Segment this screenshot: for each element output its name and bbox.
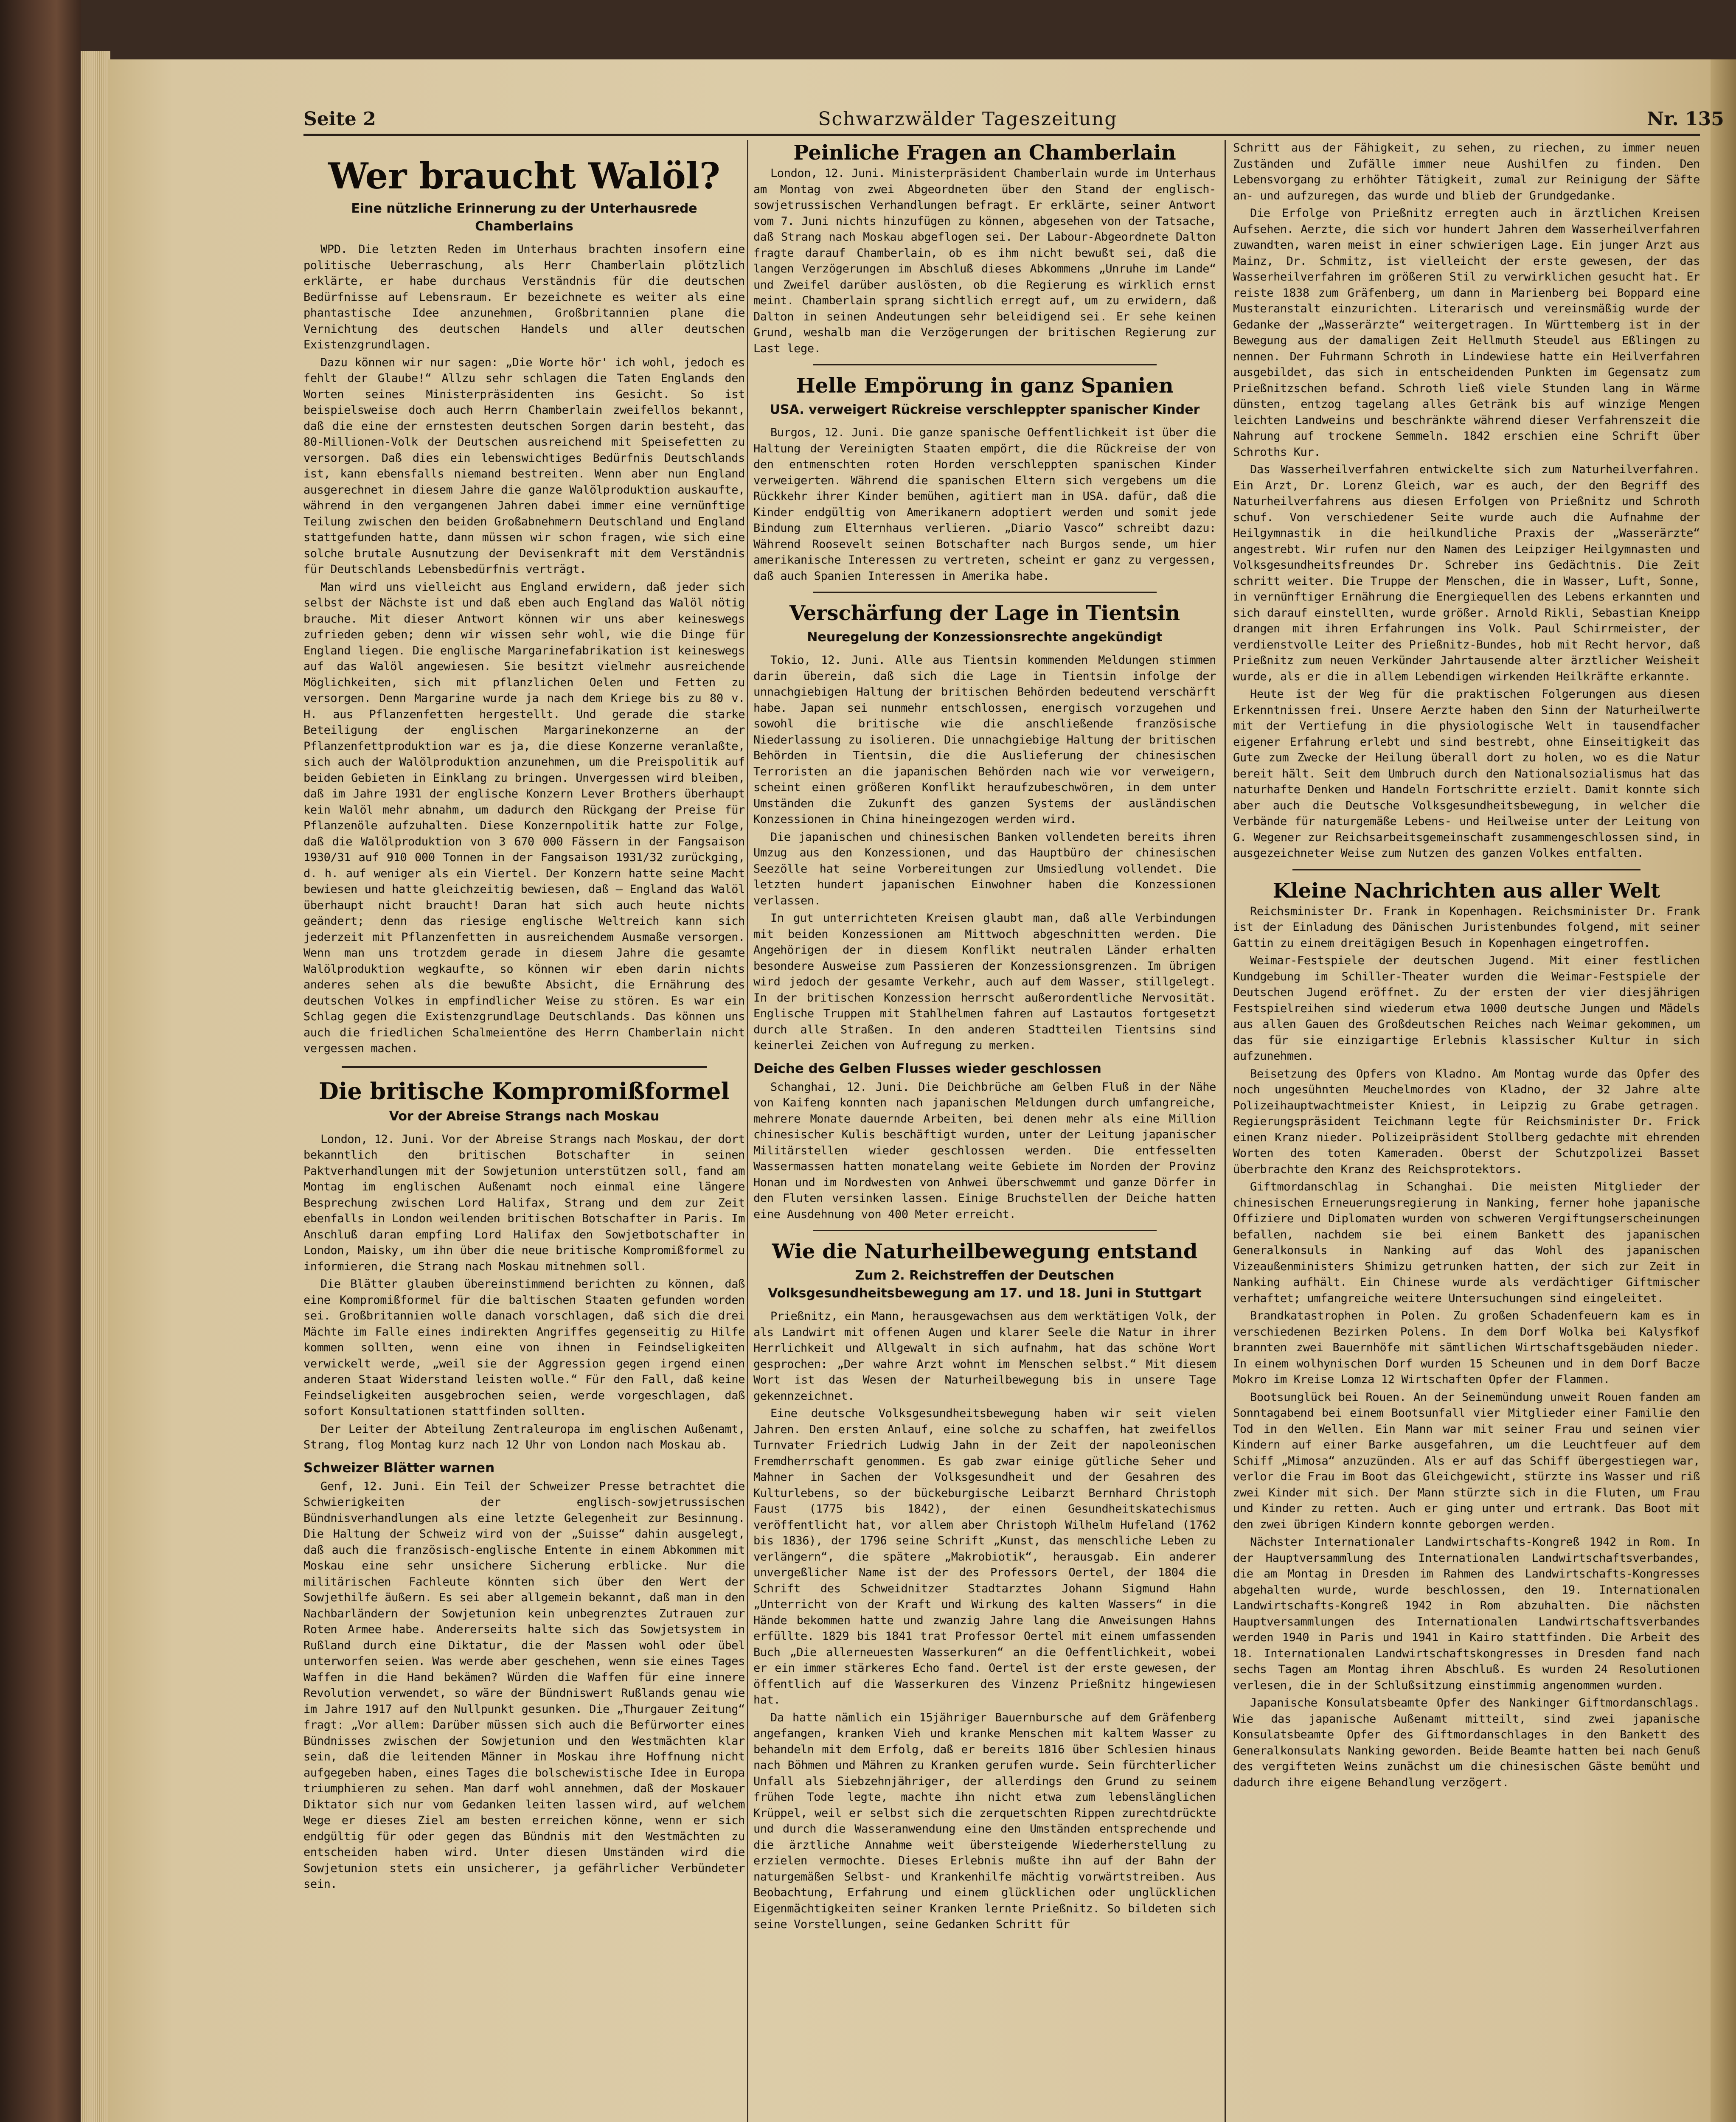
article-paragraph: In gut unterrichteten Kreisen glaubt man, daß alle Verbindungen mit beiden Konzessionen am Mittwoch abgeschnitten werden. Die Angehörigen der in diesem Konflikt neutralen Länder erhalten besondere Ausweise zum Passieren der Konzessionsgrenzen. Im übrigen wird jedoch der gesamte Verkehr, auch auf dem Wasser, stillgelegt. In der britischen Konzession herrscht außerordentliche Nervosität. Englische Truppen mit Stahlhelmen fahren auf Lastautos fortgesetzt durch alle Straßen. In den anderen Stadtteilen Tientsins sind keinerlei Zeichen von Aufregung zu merken.: [753, 912, 1216, 1052]
article-subheadline: USA. verweigert Rückreise verschleppter spanischer Kinder: [770, 402, 1200, 417]
article-divider: [813, 1230, 1157, 1231]
article-paragraph: Schanghai, 12. Juni. Die Deichbrüche am Gelben Fluß in der Nähe von Kaifeng konnten nach japanischen Meldungen durch umfangreiche, mehrere Monate dauernde Arbeiten, bei denen mehr als eine Million chinesischer Kulis beschäftigt wurden, unter der Leitung japanischer Militärstellen wieder geschlossen werden. Die entfesselten Wassermassen hatten monatelang weite Gebiete im Norden der Provinz Honan und im Nordwesten von Anhwei überschwemmt und ganze Dörfer in den Fluten versinken lassen. Einige Bruchstellen der Deiche hatten eine Ausdehnung von 400 Meter erreicht.: [753, 1080, 1216, 1221]
article-headline: Kleine Nachrichten aus aller Welt: [1273, 879, 1660, 903]
news-item: Brandkatastrophen in Polen. Zu großen Schadenfeuern kam es in verschiedenen Bezirken Polens. In dem Dorf Wolka bei Kalysfkof brannten zwei Bauernhöfe mit sämtlichen Wirtschaftsgebäuden nieder. In einem wolhynischen Dorf wurden 15 Scheunen und in dem Dorf Bacze Mokro im Kreise Lomza 12 Wirtschaften Opfer der Flammen.: [1233, 1309, 1700, 1386]
news-item: Beisetzung des Opfers von Kladno. Am Montag wurde das Opfer des noch ungesühnten Meuchelmordes von Kladno, der 32 Jahre alte Polizeihauptwachtmeister Kniest, in Leipzig zu Grabe getragen. Regierungspräsident Teichmann legte für Reichsminister Dr. Frick einen Kranz nieder. Polizeipräsident Stollberg gedachte mit ehrenden Worten des toten Kameraden. Oberst der Schutzpolizei Basset überbrachte den Kranz des Reichsprotektors.: [1233, 1067, 1700, 1176]
news-item: Nächster Internationaler Landwirtschafts-Kongreß 1942 in Rom. In der Hauptversammlung des Internationalen Landwirtschaftsverbandes, die am Montag in Dresden im Rahmen des Landwirtschafts-Kongresses abgehalten wurde, wurde beschlossen, den 19. Internationalen Landwirtschafts-Kongreß 1942 in Rom abzuhalten. Die nächsten Hauptversammlungen des Internationalen Landwirtschaftsverbandes werden 1940 in Paris und 1941 in Kairo stattfinden. Die Arbeit des 18. Internationalen Landwirtschaftskongresses in Dresden fand nach sechs Tagen am Montag ihren Abschluß. Es wurden 24 Resolutionen verlesen, die in der Schlußsitzung einstimmig angenommen wurden.: [1233, 1535, 1700, 1692]
article-headline: Die britische Kompromißformel: [319, 1077, 730, 1105]
news-item: Reichsminister Dr. Frank in Kopenhagen. Reichsminister Dr. Frank ist der Einladung des Dänischen Juristenbundes folgend, mit seiner Gattin zu einem dreitägigen Besuch in Kopenhagen eingetroffen.: [1233, 904, 1700, 950]
article-paragraph: Genf, 12. Juni. Ein Teil der Schweizer Presse betrachtet die Schwierigkeiten der englisch-sowjetrussischen Bündnisverhandlungen als eine letzte Gelegenheit zur Besinnung. Die Haltung der Schweiz wird von der „Suisse“ dahin ausgelegt, daß auch die französisch-englische Entente in einem Abkommen mit Moskau eine sehr unsichere Sicherung erblicke. Nur die militärischen Fachleute könnten sich über den Wert der Sowjethilfe äußern. Es sei aber allgemein bekannt, daß man in den Nachbarländern der Sowjetunion kein unbegrenztes Zutrauen zur Roten Armee habe. Andererseits halte sich das Sowjetsystem in Rußland durch eine Diktatur, die der Massen wohl oder übel unterworfen seien. Was werde aber geschehen, wenn sie eines Tages Waffen in die Hand bekämen? Würden die Waffen für eine innere Revolution verwendet, so wäre der Bündniswert Rußlands genau wie im Jahre 1917 auf den Nullpunkt gesunken. Die „Thurgauer Zeitung“ fragt: „Vor allem: Darüber müssen sich auch die Befürworter eines Bündnisses zwischen der Sowjetunion und den Westmächten klar sein, daß die leitenden Männer in Moskau ihre Hoffnung nicht aufgegeben haben, eines Tages die bolschewistische Idee in Europa triumphieren zu sehen. Man darf wohl annehmen, daß der Moskauer Diktator sich nur vom Gedanken leiten lassen wird, auf welchem Wege er dieses Ziel am besten erreichen könne, wenn er sich endgültig für oder gegen das Bündnis mit den Westmächten zu entscheiden haben wird. Unter diesen Umständen wird die Sowjetunion stets ein unsicherer, ja gefährlicher Verbündeter sein.: [303, 1479, 745, 1891]
column-1: [303, 146, 745, 1894]
issue-number: Nr. 135: [1647, 108, 1724, 130]
page-stack-edge: [81, 51, 110, 2122]
article-paragraph: Tokio, 12. Juni. Alle aus Tientsin kommenden Meldungen stimmen darin überein, daß sich die Lage in Tientsin infolge der unnachgiebigen Haltung der britischen Behörden bedeutend verschärft habe. Japan sei nunmehr entschlossen, energisch vorzugehen und sowohl die britische wie die anschließende französische Niederlassung zu isolieren. Die unnachgiebige Haltung der britischen Behörden in Tientsin, die die Auslieferung der chinesischen Terroristen an die japanischen Behörden nach wie vor verweigern, scheint einen größeren Konflikt heraufzubeschwören, in dem unter Umständen die Zukunft des ganzen Systems der ausländischen Konzessionen in China hineingezogen werden wird.: [753, 654, 1216, 826]
section-subheading: Deiche des Gelben Flusses wieder geschlossen: [753, 1061, 1101, 1076]
news-item: Weimar-Festspiele der deutschen Jugend. Mit einer festlichen Kundgebung im Schiller-Theater wurden die Weimar-Festspiele der Deutschen Jugend eröffnet. Zu der ersten der vier diesjährigen Festspielreihen sind wiederum etwa 1000 deutsche Jungen und Mädels aus allen Gauen des Großdeutschen Reiches nach Weimar gekommen, um das für sie einzigartige Erlebnis klassischer Kultur in sich aufzunehmen.: [1233, 954, 1700, 1063]
column-2: [753, 140, 1216, 1934]
article-paragraph: London, 12. Juni. Ministerpräsident Chamberlain wurde im Unterhaus am Montag von zwei Abgeordneten über den Stand der englisch-sowjetrussischen Verhandlungen befragt. Er erklärte, seiner Antwort vom 7. Juni nichts hinzufügen zu können, abgesehen von der Tatsache, daß Strang nach Moskau abgeflogen sei. Der Labour-Abgeordnete Dalton fragte darauf Chamberlain, ob es ihm nicht bewußt sei, daß die langen Verzögerungen im Abschluß dieses Abkommens „Unruhe im Lande“ und Zweifel darüber auslösten, ob die Regierung es wirklich ernst meint. Chamberlain sprang sichtlich erregt auf, um zu erwidern, daß Dalton in seinen Andeutungen sehr beleidigend sei. Er sehe keinen Grund, weshalb man die Verzögerungen der britischen Regierung zur Last lege.: [753, 167, 1216, 355]
article-paragraph: Heute ist der Weg für die praktischen Folgerungen aus diesen Erkenntnissen frei. Unsere Aerzte haben den Sinn der Naturheilwerte mit der Vertiefung in die physiologische Welt in tausendfacher eigener Erfahrung erlebt und sind bestrebt, ohne Einseitigkeit das Gute zum Zwecke der Heilung überall dort zu holen, wo es die Natur bereit hält. Seit dem Umbruch durch den Nationalsozialismus hat das naturhafte Denken und Handeln Fortschritte erzielt. Damit konnte sich aber auch die Deutsche Volksgesundheitsbewegung, in welcher die Verbände für naturgemäße Lebens- und Heilweise unter der Leitung von G. Wegener zur Reichsarbeitsgemeinschaft zusammengeschlossen sind, in ausgezeichneter Weise zum Nutzen des ganzen Volkes entfalten.: [1233, 688, 1700, 860]
article-divider: [342, 1066, 707, 1068]
article-headline: Peinliche Fragen an Chamberlain: [793, 141, 1176, 165]
article-paragraph: Die Blätter glauben übereinstimmend berichten zu können, daß eine Kompromißformel für die baltischen Staaten gefunden worden sei. Großbritannien wolle danach vorschlagen, daß sich die drei Mächte im Falle eines indirekten Angriffes gegenseitig zu Hilfe kommen sollten, wenn eine von ihnen in Feindseligkeiten verwickelt werde, „weil sie der Aggression gegen irgend einen anderen Staat Widerstand leisten wolle.“ Für den Fall, daß keine Feindseligkeiten ausgebrochen seien, werde vorgeschlagen, daß sofort Konsultationen stattfinden sollten.: [303, 1277, 745, 1418]
article-paragraph: Der Leiter der Abteilung Zentraleuropa im englischen Außenamt, Strang, flog Montag kurz nach 12 Uhr von London nach Moskau ab.: [303, 1422, 745, 1451]
article-headline: Wie die Naturheilbewegung entstand: [772, 1240, 1198, 1263]
article-subheadline: Vor der Abreise Strangs nach Moskau: [389, 1109, 660, 1124]
section-subheading: Schweizer Blätter warnen: [303, 1460, 495, 1476]
article-paragraph: Man wird uns vielleicht aus England erwidern, daß jeder sich selbst der Nächste ist und daß eben auch England das Walöl nötig brauche. Mit dieser Antwort können wir uns aber keineswegs zufrieden geben; denn wir wissen sehr wohl, wie die Dinge für England liegen. Die englische Margarinefabrikation ist keineswegs auf das Walöl angewiesen. Sie besitzt vielmehr ausreichende Möglichkeiten, sich mit pflanzlichen Oelen und Fetten zu versorgen. Denn Margarine wurde ja nach dem Kriege bis zu 80 v. H. aus Pflanzenfetten hergestellt. Und gerade die starke Beteiligung der englischen Margarinekonzerne an der Pflanzenfettproduktion war es ja, die diese Konzerne veranlaßte, sich auch der Walölproduktion anzunehmen, um die Preispolitik auf beiden Gebieten in Einklang zu bringen. Unvergessen wird bleiben, daß im Jahre 1931 der englische Konzern Lever Brothers überhaupt kein Walöl mehr abnahm, um dadurch den Rückgang der Preise für Pflanzenöle aufzuhalten. Diese Konzernpolitik hatte zur Folge, daß die Walölproduktion von 3 670 000 Fässern in der Fangsaison 1930/31 auf 910 000 Tonnen in der Fangsaison 1931/32 zurückging, d. h. auf weniger als ein Viertel. Der Konzern hatte seine Macht bewiesen und hatte gleichzeitig bewiesen, daß — England das Walöl überhaupt nicht braucht! Daran hat sich auch heute nichts geändert; denn das riesige englische Weltreich kann sich jederzeit mit Pflanzenfetten in ausreichendem Ausmaße versorgen. Wenn man uns trotzdem gerade in diesem Jahre die gesamte Walölproduktion wegkaufte, so können wir eben darin nichts anderes sehen als die bewußte Absicht, die Ernährung des deutschen Volkes in empfindlicher Weise zu stören. Es war ein Schlag gegen die Existenzgrundlage Deutschlands. Das können uns auch die friedlichen Schalmeientöne des Herrn Chamberlain nicht vergessen machen.: [303, 580, 745, 1055]
article-headline: Wer braucht Walöl?: [328, 155, 720, 197]
article-paragraph: Die Erfolge von Prießnitz erregten auch in ärztlichen Kreisen Aufsehen. Aerzte, die sich vor hundert Jahren dem Wasserheilverfahren zuwandten, waren meist in einer schwierigen Lage. Ein junger Arzt aus Mainz, Dr. Schmitz, ist vielleicht der erste gewesen, der das Wasserheilverfahren im größeren Stil zu verwirklichen gesucht hat. Er reiste 1838 zum Gräfenberg, um dann in Marienberg bei Boppard eine Musteranstalt einzurichten. Literarisch und vereinsmäßig wurde der Gedanke der „Wasserärzte“ weitergetragen. In Württemberg ist in der Bewegung aus der damaligen Zeit Hellmuth Steudel aus Eßlingen zu nennen. Der Fuhrmann Schroth in Lindewiese hatte ein Heilverfahren ausgebildet, das sich in entscheidenden Punkten im Gegensatz zum Prießnitzschen befand. Schroth ließ viele Stunden lang in Wärme dünsten, entzog tagelang alles Getränk bis auf winzige Mengen leichten Landweins und beschränkte während dieser Verfahrenszeit die Nahrung auf trockene Semmeln. 1842 erschien eine Schrift über Schroths Kur.: [1233, 207, 1700, 459]
news-item: Giftmordanschlag in Schanghai. Die meisten Mitglieder der chinesischen Erneuerungsregierung in Nanking, ferner hohe japanische Offiziere und Diplomaten wurden von schweren Vergiftungserscheinungen befallen, nachdem sie bei einem Bankett des japanischen Generalkonsuls in Nanking auf das Wohl des japanischen Vizeaußenministers Shimizu getrunken hatten, der sich zur Zeit in Nanking aufhält. Ein Chinese wurde als verdächtiger Giftmischer verhaftet; umfangreiche weitere Untersuchungen sind eingeleitet.: [1233, 1180, 1700, 1305]
article-headline: Verschärfung der Lage in Tientsin: [789, 601, 1180, 625]
article-paragraph: Da hatte nämlich ein 15jähriger Bauernbursche auf dem Gräfenberg angefangen, kranken Vieh und kranke Menschen mit kaltem Wasser zu behandeln mit dem Erfolg, daß er bereits 1816 über Schlesien hinaus nach Böhmen und Mähren zu Kranken gerufen wurde. Sein fürchterlicher Unfall als Siebzehnjähriger, der allerdings den Grund zu seinem frühen Tode legte, machte ihn nicht etwa zum lebenslänglichen Krüppel, weil er selbst sich die zerquetschten Rippen zurechtdrückte und durch die Wasseranwendung eine den Umständen entsprechende und die ärztliche Annahme weit übersteigende Wiederherstellung zu erzielen vermochte. Dieses Erlebnis mußte ihn auf der Bahn der naturgemäßen Selbst- und Krankenhilfe mächtig vorwärtstreiben. Aus Beobachtung, Erfahrung und einem glücklichen oder unglücklichen Eigenmächtigkeiten seiner Kranken lernte Prießnitz. So bildeten sich seine Vorstellungen, seine Gedanken Schritt für: [753, 1711, 1216, 1931]
article-paragraph: Eine deutsche Volksgesundheitsbewegung haben wir seit vielen Jahren. Den ersten Anlauf, eine solche zu schaffen, hat zweifellos Turnvater Friedrich Ludwig Jahn in der Zeit der napoleonischen Fremdherrschaft genommen. Es gab zwar einige gütliche Seher und Mahner in Sachen der Volksgesundheit und der Gesahren des Kulturlebens, so der bückeburgische Leibarzt Bernhard Christoph Faust (1775 bis 1842), der einen Gesundheitskatechismus veröffentlicht hat, vor allem aber Christoph Wilhelm Hufeland (1762 bis 1836), der 1796 seine Schrift „Kunst, das menschliche Leben zu verlängern“, die spätere „Makrobiotik“, herausgab. Ein anderer unvergeßlicher Name ist der des Professors Oertel, der 1804 die Schrift des Schweidnitzer Stadtarztes Johann Sigmund Hahn „Unterricht von der Kraft und Wirkung des kalten Wassers“ in die Hände bekommen hatte und zwanzig Jahre lang die Anweisungen Hahns erfüllte. 1829 bis 1841 trat Professor Oertel mit einem umfassenden Buch „Die allerneuesten Wasserkuren“ an die Oeffentlichkeit, wobei er ein immer stärkeres Echo fand. Oertel ist der erste gewesen, der öffentlich auf die Wasserkuren des Vinzenz Prießnitz hingewiesen hat.: [753, 1407, 1216, 1707]
news-item: Japanische Konsulatsbeamte Opfer des Nankinger Giftmordanschlags. Wie das japanische Außenamt mitteilt, sind zwei japanische Konsulatsbeamte Opfer des Giftmordanschlages in den Bankett des Generalkonsulats Nanking geworden. Beide Beamte hatten bei nach Genuß des vergifteten Weins zunächst um die chinesischen Gäste bemüht und dadurch ihre eigene Behandlung verzögert.: [1233, 1696, 1700, 1789]
header-rule: [303, 134, 1700, 136]
article-paragraph: London, 12. Juni. Vor der Abreise Strangs nach Moskau, der dort bekanntlich den britischen Botschafter in seinen Paktverhandlungen mit der Sowjetunion unterstützen soll, fand am Montag im englischen Außenamt noch einmal eine längere Besprechung zwischen Lord Halifax, Strang und dem zur Zeit ebenfalls in London weilenden britischen Botschafter in Paris. Im Anschluß daran empfing Lord Halifax den Sowjetbotschafter in London, Maisky, um ihn über die neue britische Kompromißformel zu informieren, die Strang nach Moskau mitnehmen soll.: [303, 1132, 745, 1273]
article-paragraph: Dazu können wir nur sagen: „Die Worte hör' ich wohl, jedoch es fehlt der Glaube!“ Allzu sehr schlagen die Taten Englands den Worten seines Ministerpräsidenten ins Gesicht. So ist beispielsweise doch auch Herrn Chamberlain zweifellos bekannt, daß die eine der ernstesten deutschen Sorgen darin besteht, das 80-Millionen-Volk der Deutschen ausreichend mit Speisefetten zu versorgen. Daß dies ein lebenswichtiges Bedürfnis Deutschlands ist, kann ebensfalls niemand bestreiten. Wenn aber nun England ausgerechnet in diesem Jahre die ganze Walölproduktion auskaufte, während in den vergangenen Jahren dabei immer eine vernünftige Teilung zwischen den beiden Großabnehmern Deutschland und England stattgefunden hatte, dann müssen wir schon fragen, wie sich eine solche brutale Ausnutzung der Devisenkraft mit dem Verständnis für Deutschlands Lebensbedürfnis verträgt.: [303, 356, 745, 576]
article-paragraph: Prießnitz, ein Mann, herausgewachsen aus dem werktätigen Volk, der als Landwirt mit offenen Augen und klarer Seele die Natur in ihrer Herrlichkeit und Allgewalt in sich aufnahm, hat das schöne Wort gesprochen: „Der wahre Arzt wohnt im Menschen selbst.“ Mit diesem Wort ist das Wesen der Naturheilbewegung bis in unsere Tage gekennzeichnet.: [753, 1310, 1216, 1403]
article-paragraph: Burgos, 12. Juni. Die ganze spanische Oeffentlichkeit ist über die Haltung der Vereinigten Staaten empört, die die Rückreise der von den entmenschten roten Horden verschleppten spanischen Kinder verweigerten. Während die spanischen Eltern sich vergebens um die Rückkehr ihrer Kinder bemühen, agitiert man in USA. dafür, daß die Kinder endgültig von Amerikanern adoptiert werden und somit jede Bindung zum Elternhaus verlieren. „Diario Vasco“ schreibt dazu: Während Roosevelt seinen Botschafter nach Burgos sende, um hier amerikanische Interessen zu vertreten, scheint er ganz zu vergessen, daß auch Spanien Interessen in Amerika habe.: [753, 426, 1216, 583]
article-subheadline: Zum 2. Reichstreffen der Deutschen Volksgesundheitsbewegung am 17. und 18. Juni in Stuttgart: [768, 1268, 1202, 1301]
newspaper-title: Schwarzwälder Tageszeitung: [818, 108, 1118, 130]
article-paragraph: Schritt aus der Fähigkeit, zu sehen, zu riechen, zu immer neuen Zuständen und Zufälle immer neue Aushilfen zu finden. Den Lebensvorgang zu erhöhter Tätigkeit, zumal zur Reinigung der Säfte an- und aufzuregen, das wurde und blieb der Grundgedanke.: [1233, 141, 1700, 202]
article-divider: [813, 592, 1157, 593]
article-divider: [813, 364, 1157, 365]
article-subheadline: Neuregelung der Konzessionsrechte angekündigt: [807, 630, 1163, 645]
page-right-edge: [1711, 59, 1736, 2122]
column-3: [1233, 140, 1700, 1792]
article-divider: [1292, 869, 1640, 870]
article-headline: Helle Empörung in ganz Spanien: [796, 374, 1174, 398]
page-number-label: Seite 2: [303, 108, 376, 130]
article-paragraph: Die japanischen und chinesischen Banken vollendeten bereits ihren Umzug aus den Konzessionen, und das Hauptbüro der chinesischen Seezölle hat seine Vorbereitungen zur Umsiedlung vollendet. Die letzten hundert japanischen Einwohner haben die Konzessionen verlassen.: [753, 830, 1216, 907]
news-item: Bootsunglück bei Rouen. An der Seinemündung unweit Rouen fanden am Sonntagabend bei einem Bootsunfall vier Mitglieder einer Familie den Tod in den Wellen. Ein Mann war mit seiner Frau und seinen vier Kindern auf einer Barke ausgefahren, um die Leuchtfeuer auf dem Schiff „Mimosa“ anzuzünden. Als er auf das Schiff übergestiegen war, verlor die Frau im Boot das Gleichgewicht, stürzte ins Wasser und riß zwei Kinder mit sich. Der Mann stürzte sich in die Fluten, um Frau und Kinder zu retten. Auch er ging unter und ertrank. Das Boot mit den zwei übrigen Kindern konnte geborgen werden.: [1233, 1390, 1700, 1531]
column-divider: [747, 140, 748, 2122]
column-divider: [1225, 140, 1226, 2122]
book-binding: [0, 0, 81, 2122]
article-paragraph: WPD. Die letzten Reden im Unterhaus brachten insofern eine politische Ueberraschung, als Herr Chamberlain plötzlich erklärte, er habe durchaus Verständnis für die deutschen Bedürfnisse auf Lebensraum. Er bezeichnete es weiter als eine phantastische Idee anzunehmen, Großbritannien plane die Vernichtung des deutschen Handels und aller deutschen Existenzgrundlagen.: [303, 243, 745, 351]
article-paragraph: Das Wasserheilverfahren entwickelte sich zum Naturheilverfahren. Ein Arzt, Dr. Lorenz Gleich, war es auch, der den Begriff des Naturheilverfahrens aus diesen Erfolgen von Prießnitz und Schroth schuf. Von verschiedener Seite wurde auch die Aufnahme der Heilgymnastik in die heilkundliche Praxis der „Wasserärzte“ angestrebt. Wir rufen nur den Namen des Leipziger Heilgymnasten und Volksgesundheitsfreundes Dr. Schreber ins Gedächtnis. Die Zeit schritt weiter. Die Truppe der Menschen, die in Wasser, Luft, Sonne, in vernünftiger Ernährung die Energiequellen des Lebens erkannten und sich darauf einstellten, wurde größer. Arnold Rikli, Sebastian Kneipp drangen mit ihren Erfahrungen ins Volk. Paul Schirrmeister, der verdienstvolle Leiter des Prießnitz-Bundes, hob mit Recht hervor, daß Prießnitz zum neuen Verkünder Jahrtausende alter ärztlicher Weisheit wurde, als er die in allem Lebendigen wirkenden Heilkräfte erkannte.: [1233, 463, 1700, 683]
article-subheadline: Eine nützliche Erinnerung zu der Unterhausrede Chamberlains: [351, 201, 697, 234]
